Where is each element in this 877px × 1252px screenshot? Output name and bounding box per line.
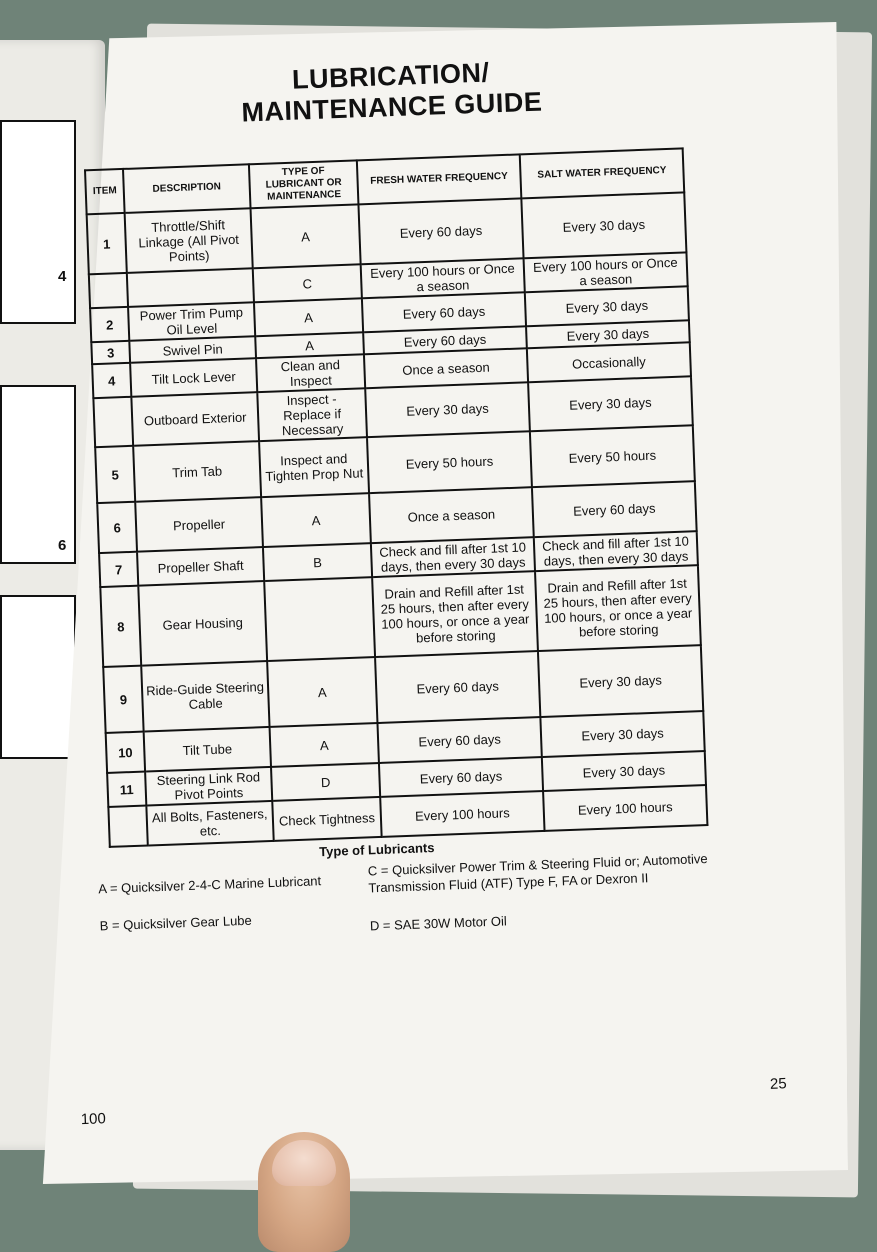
item-description: Steering Link Rod Pivot Points bbox=[145, 767, 272, 806]
item-number: 2 bbox=[90, 307, 129, 342]
item-description: Tilt Tube bbox=[144, 727, 271, 772]
page-number-right: 25 bbox=[769, 1075, 787, 1093]
item-description: Gear Housing bbox=[138, 581, 267, 666]
item-number: 11 bbox=[107, 772, 146, 807]
fresh-water-frequency: Once a season bbox=[369, 487, 534, 543]
lubricant-type: A bbox=[255, 332, 364, 358]
header-type: TYPE OF LUBRICANT OR MAINTENANCE bbox=[249, 160, 359, 208]
fresh-water-frequency: Drain and Refill after 1st 25 hours, then after every 100 hours, or once a year before storing bbox=[372, 571, 538, 657]
table-body bbox=[87, 192, 708, 846]
salt-water-frequency: Every 30 days bbox=[525, 286, 689, 326]
lubricant-type: A bbox=[251, 204, 361, 268]
lubricant-type: A bbox=[270, 723, 379, 767]
lubricant-b: B = Quicksilver Gear Lube bbox=[99, 912, 252, 934]
lubricant-type: D bbox=[271, 763, 380, 801]
page-title bbox=[200, 54, 582, 130]
fresh-water-frequency: Every 60 days bbox=[358, 198, 523, 264]
salt-water-frequency: Every 30 days bbox=[538, 645, 703, 717]
item-number: 7 bbox=[99, 552, 138, 587]
salt-water-frequency: Every 30 days bbox=[521, 192, 686, 258]
fresh-water-frequency: Check and fill after 1st 10 days, then every 30 days bbox=[371, 537, 535, 577]
fresh-water-frequency: Every 60 days bbox=[363, 326, 527, 354]
item-description: Swivel Pin bbox=[129, 336, 256, 363]
item-description: Propeller bbox=[135, 497, 263, 552]
salt-water-frequency: Every 30 days bbox=[526, 320, 690, 348]
fresh-water-frequency: Every 50 hours bbox=[367, 431, 532, 493]
item-number: 6 bbox=[97, 502, 137, 553]
fresh-water-frequency: Every 100 hours bbox=[380, 791, 544, 837]
item-description: Throttle/Shift Linkage (All Pivot Points) bbox=[125, 208, 253, 273]
lubricant-type: Check Tightness bbox=[272, 797, 381, 841]
header-salt-water: SALT WATER FREQUENCY bbox=[520, 148, 685, 198]
item-number: 4 bbox=[92, 363, 131, 398]
item-number: 9 bbox=[103, 666, 143, 733]
lubricant-type: B bbox=[263, 543, 372, 581]
maintenance-table bbox=[84, 147, 708, 848]
item-number: 5 bbox=[95, 446, 135, 503]
item-description: All Bolts, Fasteners, etc. bbox=[146, 801, 273, 846]
lubricant-a: A = Quicksilver 2-4-C Marine Lubricant bbox=[98, 873, 322, 897]
salt-water-frequency: Every 30 days bbox=[528, 376, 693, 431]
fresh-water-frequency: Every 100 hours or Once a season bbox=[361, 258, 525, 298]
item-number: 3 bbox=[91, 341, 130, 364]
salt-water-frequency: Every 100 hours or Once a season bbox=[524, 252, 688, 292]
item-description: Outboard Exterior bbox=[131, 392, 259, 446]
lubricant-type: Inspect and Tighten Prop Nut bbox=[259, 437, 369, 497]
fresh-water-frequency: Every 60 days bbox=[375, 651, 540, 723]
item-description: Propeller Shaft bbox=[137, 547, 264, 586]
item-number bbox=[93, 397, 133, 447]
lubricant-type: Clean and Inspect bbox=[256, 354, 365, 392]
salt-water-frequency: Every 100 hours bbox=[543, 785, 707, 831]
salt-water-frequency: Check and fill after 1st 10 days, then every 30 days bbox=[534, 531, 698, 571]
item-number: 10 bbox=[106, 732, 145, 773]
lubricant-type: A bbox=[267, 657, 377, 727]
lubricants-title: Type of Lubricants bbox=[318, 840, 435, 860]
lubricant-type: Inspect - Replace if Necessary bbox=[257, 388, 367, 441]
title-line-1: LUBRICATION/ bbox=[291, 57, 490, 95]
item-description bbox=[127, 268, 254, 307]
fresh-water-frequency: Every 60 days bbox=[377, 717, 541, 763]
item-description: Ride-Guide Steering Cable bbox=[141, 661, 269, 732]
title-line-2: MAINTENANCE GUIDE bbox=[240, 86, 543, 128]
item-description: Power Trim Pump Oil Level bbox=[128, 302, 255, 341]
salt-water-frequency: Occasionally bbox=[527, 342, 691, 382]
lubricant-d: D = SAE 30W Motor Oil bbox=[369, 913, 507, 934]
page-number-left: 100 bbox=[80, 1110, 107, 1129]
fresh-water-frequency: Every 60 days bbox=[362, 292, 526, 332]
lubricant-type: A bbox=[261, 493, 371, 547]
header-item: ITEM bbox=[85, 169, 125, 214]
item-number: 1 bbox=[87, 213, 127, 274]
lubricant-type bbox=[264, 577, 375, 661]
salt-water-frequency: Every 60 days bbox=[532, 481, 697, 537]
fresh-water-frequency: Every 60 days bbox=[379, 757, 543, 797]
salt-water-frequency: Every 30 days bbox=[540, 711, 704, 757]
lubricant-type: A bbox=[254, 298, 363, 336]
left-page-number-4: 4 bbox=[58, 268, 67, 285]
item-number bbox=[89, 273, 128, 308]
fresh-water-frequency: Every 30 days bbox=[365, 382, 530, 437]
left-page-number-6: 6 bbox=[58, 537, 67, 554]
item-description: Trim Tab bbox=[133, 441, 261, 502]
fresh-water-frequency: Once a season bbox=[364, 348, 528, 388]
salt-water-frequency: Drain and Refill after 1st 25 hours, then after every 100 hours, or once a year before storing bbox=[535, 565, 701, 651]
header-fresh-water: FRESH WATER FREQUENCY bbox=[357, 154, 522, 204]
item-description: Tilt Lock Lever bbox=[130, 358, 257, 397]
lubricant-c: C = Quicksilver Power Trim & Steering Fluid or; Automotive Transmission Fluid (ATF) Type F, FA or Dexron II bbox=[367, 851, 708, 896]
item-number: 8 bbox=[100, 586, 141, 667]
salt-water-frequency: Every 50 hours bbox=[530, 425, 695, 487]
header-description: DESCRIPTION bbox=[123, 164, 251, 213]
salt-water-frequency: Every 30 days bbox=[542, 751, 706, 791]
lubricant-type: C bbox=[253, 264, 362, 302]
item-number bbox=[108, 806, 147, 847]
